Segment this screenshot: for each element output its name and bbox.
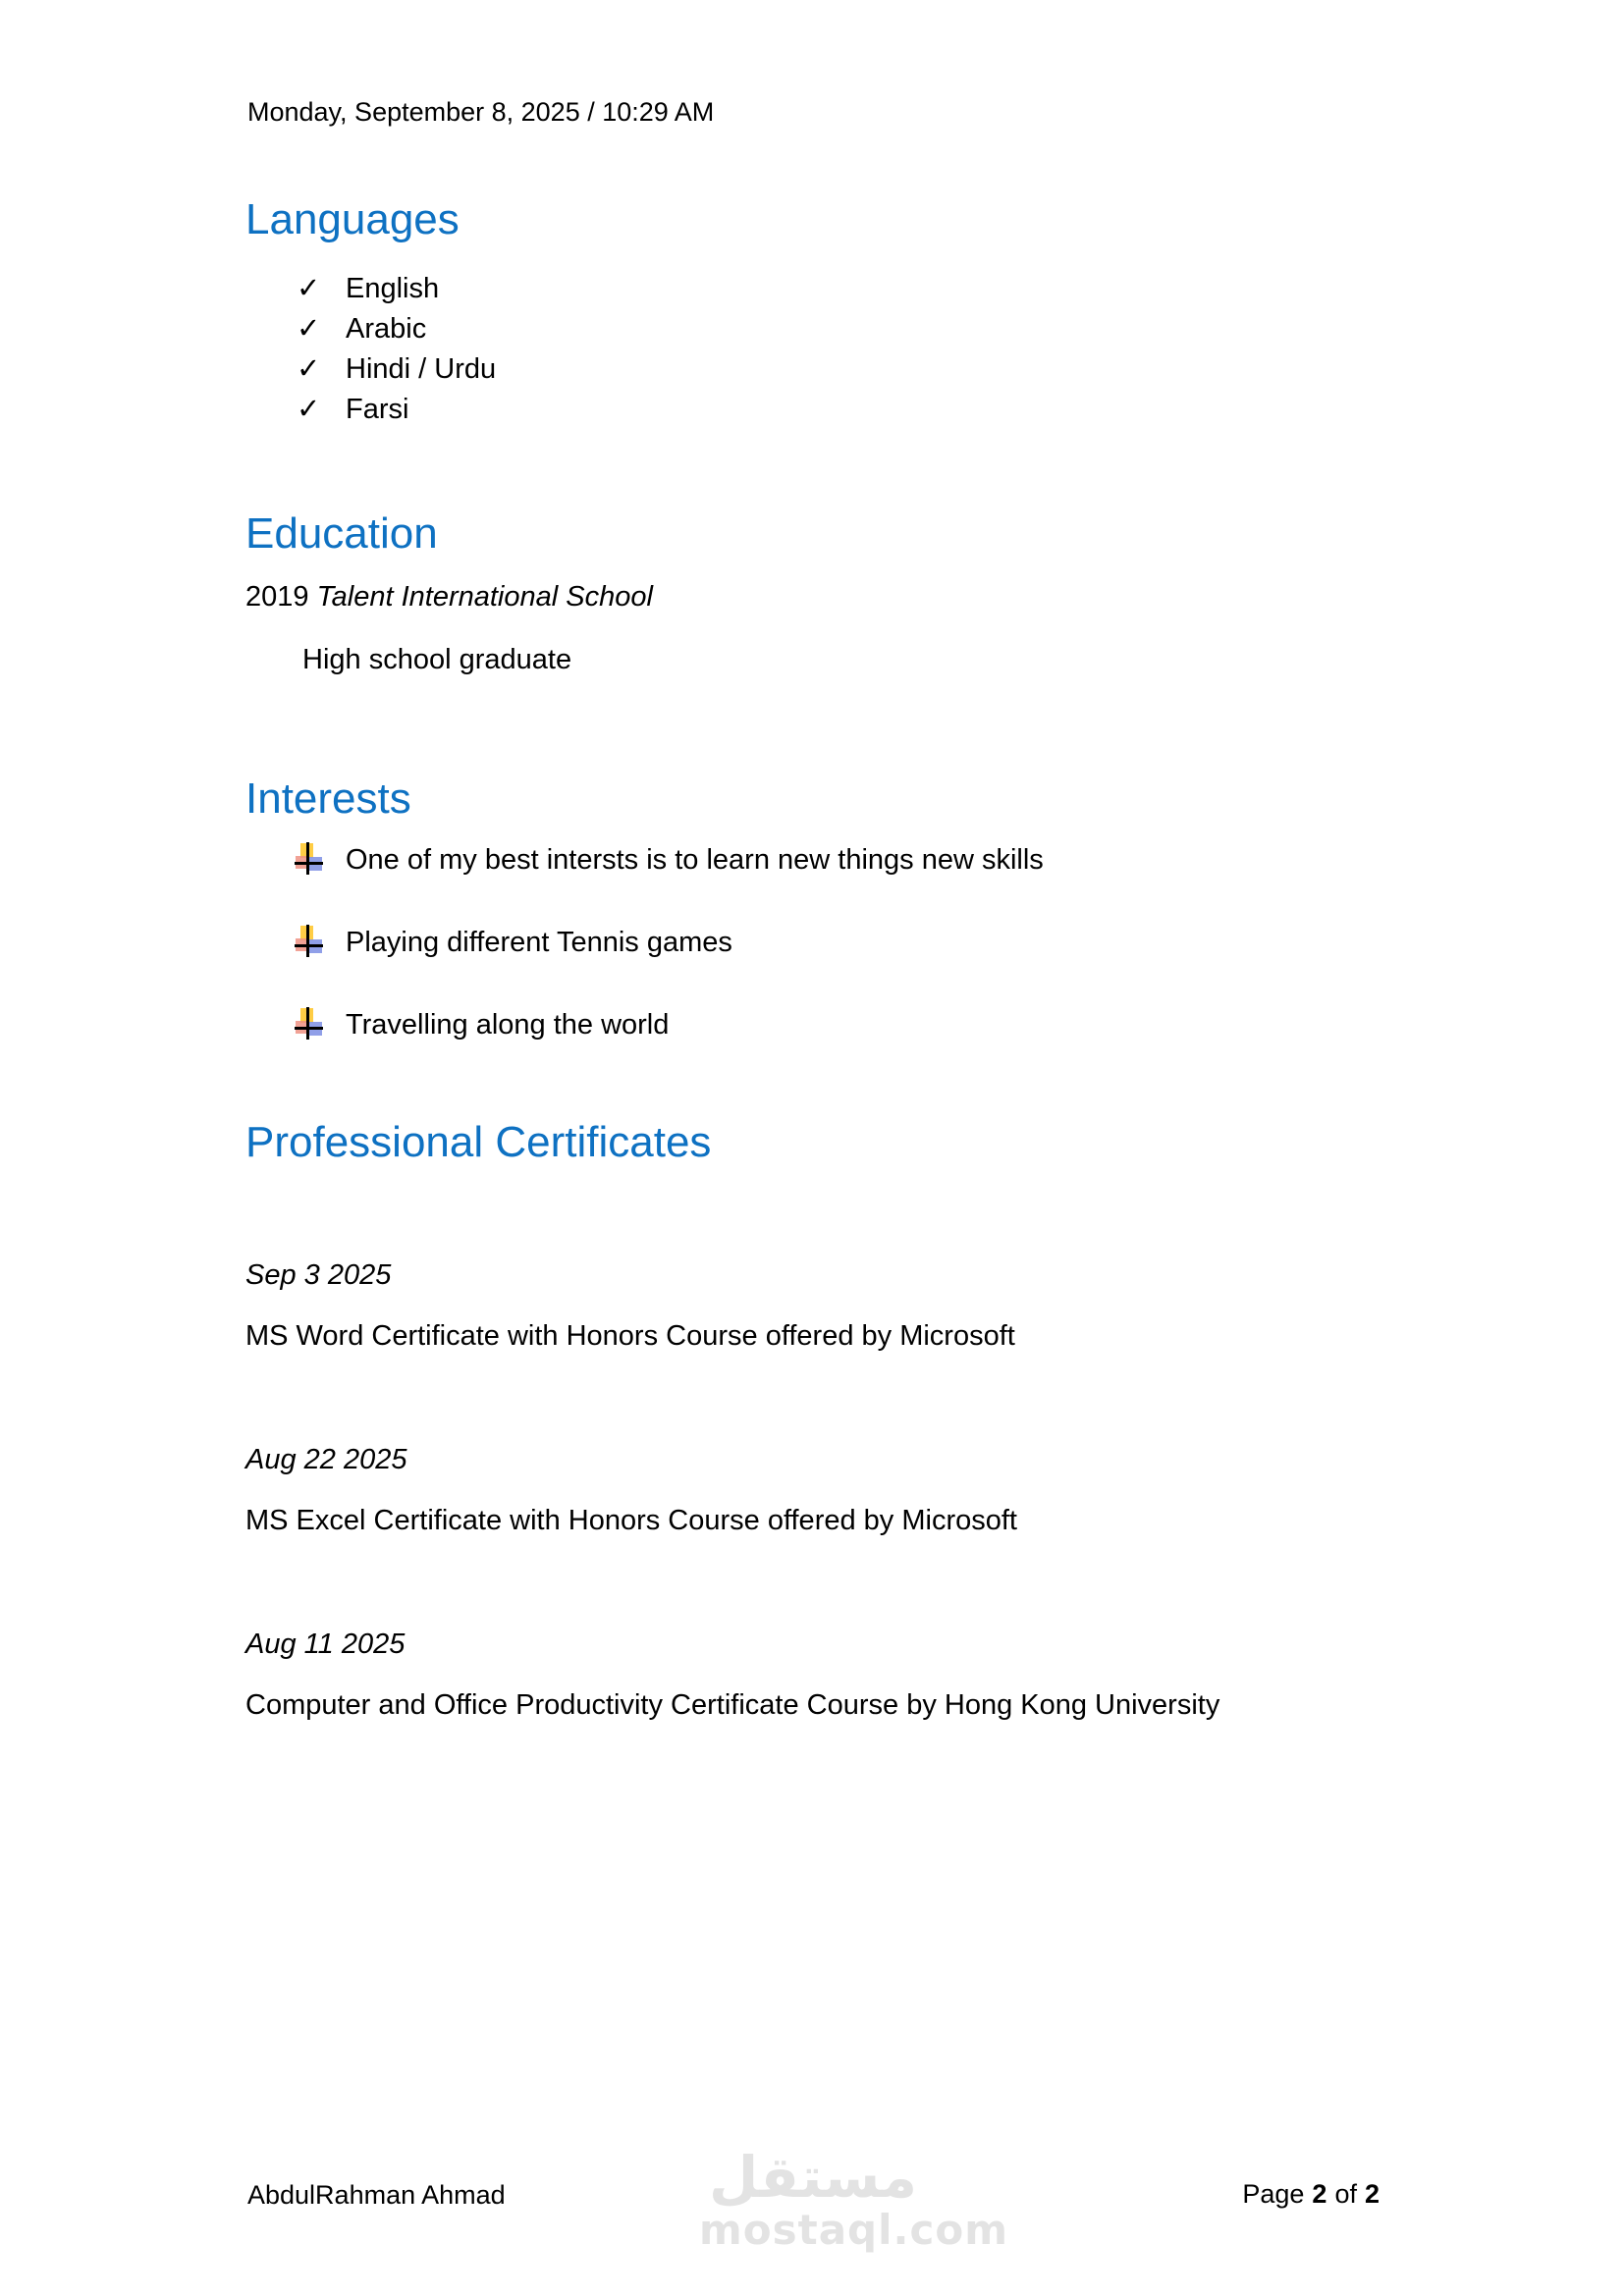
education-year: 2019: [245, 581, 317, 613]
certificate-date: Aug 11 2025: [245, 1629, 406, 1660]
certificate-description: Computer and Office Productivity Certificate Course by Hong Kong University: [245, 1689, 1220, 1721]
colored-cross-bullet-icon: [295, 925, 346, 965]
interests-heading: Interests: [245, 774, 411, 823]
language-item: [297, 351, 496, 392]
education-heading: Education: [245, 509, 438, 558]
header-date: Monday, September 8, 2025 / 10:29 AM: [247, 97, 715, 127]
total-pages: 2: [1364, 2179, 1380, 2209]
current-page: 2: [1312, 2179, 1327, 2209]
watermark-domain: mostaql.com: [699, 2205, 1008, 2254]
interest-label: Playing different Tennis games: [346, 927, 732, 958]
interest-item: [295, 844, 1044, 882]
interests-list: [295, 844, 1044, 1092]
languages-heading: Languages: [245, 195, 460, 243]
certificate-description: MS Word Certificate with Honors Course offered by Microsoft: [245, 1320, 1015, 1352]
language-item: [297, 311, 496, 351]
checkmark-icon: ✓: [297, 273, 321, 304]
languages-list: [297, 271, 496, 432]
language-label: Farsi: [346, 394, 409, 425]
page-word: Page: [1242, 2179, 1305, 2209]
education-entry: [245, 581, 653, 614]
education-school: Talent International School: [316, 581, 653, 613]
language-label: Hindi / Urdu: [346, 353, 497, 385]
colored-cross-bullet-icon: [295, 1007, 346, 1047]
education-detail: High school graduate: [302, 644, 572, 675]
watermark-arabic-logo: مستقل: [708, 2144, 918, 2211]
certificates-heading: Professional Certificates: [245, 1118, 712, 1166]
certificate-date: Sep 3 2025: [245, 1259, 392, 1291]
language-label: English: [346, 273, 440, 304]
of-word: of: [1334, 2179, 1357, 2209]
certificate-description: MS Excel Certificate with Honors Course offered by Microsoft: [245, 1505, 1017, 1536]
checkmark-icon: ✓: [297, 313, 321, 345]
certificate-date: Aug 22 2025: [245, 1444, 407, 1475]
colored-cross-bullet-icon: [295, 842, 346, 882]
mostaql-watermark: [699, 2144, 1008, 2254]
interest-item: [295, 927, 1044, 965]
language-item: [297, 271, 496, 311]
footer-author: AbdulRahman Ahmad: [247, 2180, 506, 2210]
interest-label: Travelling along the world: [346, 1009, 670, 1041]
interest-item: [295, 1009, 1044, 1047]
footer-page-number: [1242, 2179, 1380, 2210]
language-label: Arabic: [346, 313, 427, 345]
checkmark-icon: ✓: [297, 394, 321, 425]
checkmark-icon: ✓: [297, 353, 321, 385]
language-item: [297, 392, 496, 432]
interest-label: One of my best intersts is to learn new things new skills: [346, 844, 1044, 876]
certificates-list: [245, 1260, 1219, 1814]
